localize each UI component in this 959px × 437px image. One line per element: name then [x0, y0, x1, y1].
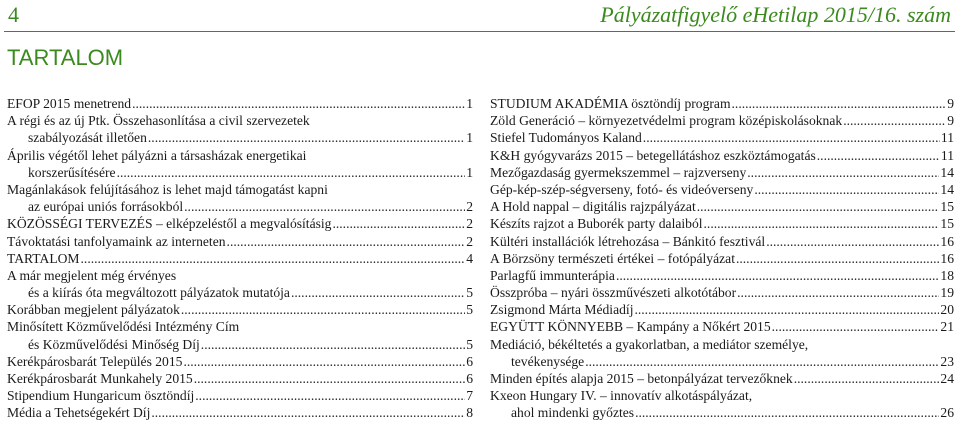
toc-page-number: 2 — [466, 199, 473, 215]
dot-leader — [181, 301, 465, 318]
dot-leader — [635, 404, 939, 421]
toc-entry[interactable] — [7, 370, 473, 387]
toc-entry-line: Magánlakások felújításához is lehet majd támogatást kapni — [7, 181, 328, 197]
dot-leader — [817, 147, 940, 164]
toc-entry-title: Stipendium Hungaricum ösztöndíj — [7, 388, 195, 404]
page-header — [0, 0, 959, 30]
toc-page-number: 19 — [940, 285, 954, 301]
toc-entry-title: korszerűsítésére — [28, 164, 116, 180]
dot-leader — [148, 129, 465, 146]
dot-leader — [195, 387, 465, 404]
dot-leader — [183, 353, 465, 370]
section-title: TARTALOM — [7, 45, 124, 70]
dot-leader — [843, 112, 946, 129]
dot-leader — [634, 301, 939, 318]
toc-entry-title: KÖZÖSSÉGI TERVEZÉS – elképzeléstől a megvalósításig — [7, 216, 332, 232]
toc-entry[interactable] — [490, 233, 954, 250]
dot-leader — [732, 95, 947, 112]
toc-entry-title: Készíts rajzot a Buborék party dalaiból — [490, 216, 703, 232]
toc-page-number: 9 — [947, 96, 954, 111]
dot-leader — [151, 404, 465, 421]
toc-entry-title: Korábban megjelent pályázatok — [7, 302, 180, 318]
toc-entry-title: Gép-kép-szép-ségverseny, fotó- és videóverseny — [490, 181, 754, 197]
toc-entry-title: EFOP 2015 menetrend — [7, 96, 132, 111]
toc-entry-title: K&H gyógyvarázs 2015 – betegellátáshoz eszköztámogatás — [490, 147, 816, 163]
toc-entry-title: Kerékpárosbarát Munkahely 2015 — [7, 371, 193, 386]
dot-leader — [194, 370, 465, 387]
toc-page-number: 21 — [940, 319, 954, 335]
dot-leader — [697, 198, 940, 215]
toc-entry-title: Minden építés alapja 2015 – betonpályázat tervezőknek — [490, 371, 793, 386]
toc-entry[interactable] — [490, 387, 954, 421]
toc-page-number: 15 — [940, 216, 954, 232]
toc-entry-title: A Börzsöny természeti értékei – fotópályázat — [490, 250, 735, 266]
dot-leader — [132, 95, 465, 112]
toc-page-number: 5 — [466, 302, 473, 318]
toc-entry[interactable] — [490, 336, 954, 370]
toc-entry[interactable] — [7, 404, 473, 421]
toc-page-number: 7 — [466, 388, 473, 404]
toc-entry[interactable] — [490, 112, 954, 129]
toc-entry[interactable] — [490, 250, 954, 267]
toc-entry-title: Stiefel Tudományos Kaland — [490, 130, 642, 146]
toc-entry[interactable] — [7, 112, 473, 146]
toc-entry-title: TARTALOM — [7, 250, 80, 266]
toc-entry[interactable] — [7, 267, 473, 301]
toc-entry[interactable] — [490, 318, 954, 335]
toc-entry[interactable] — [7, 233, 473, 250]
dot-leader — [754, 181, 939, 198]
toc-entry[interactable] — [7, 147, 473, 181]
toc-page-number: 20 — [940, 302, 954, 318]
toc-page-number: 23 — [940, 353, 954, 369]
toc-page-number: 5 — [466, 336, 473, 352]
toc-page-number: 24 — [940, 371, 954, 386]
page-number: 4 — [8, 2, 19, 27]
toc-entry-title: Távoktatási tanfolyamaink az interneten — [7, 233, 226, 249]
toc-page-number: 6 — [466, 353, 473, 369]
toc-entry[interactable] — [7, 353, 473, 370]
toc-entry[interactable] — [490, 370, 954, 387]
toc-page-number: 1 — [466, 130, 473, 146]
toc-entry[interactable] — [7, 215, 473, 232]
toc-page-number: 14 — [940, 181, 954, 197]
toc-entry[interactable] — [490, 267, 954, 284]
toc-entry-title: és Közművelődési Minőség Díj — [28, 336, 200, 352]
toc-entry-line: Minősített Közművelődési Intézmény Cím — [7, 319, 240, 335]
dot-leader — [585, 353, 939, 370]
toc-page-number: 1 — [466, 96, 473, 111]
toc-page-number: 11 — [940, 147, 954, 163]
toc-page-number: 5 — [466, 285, 473, 301]
toc-page-number: 26 — [940, 405, 954, 421]
toc-page-number: 2 — [466, 233, 473, 249]
toc-entry[interactable] — [490, 284, 954, 301]
toc-entry[interactable] — [7, 387, 473, 404]
dot-leader — [704, 215, 940, 232]
toc-entry[interactable] — [7, 301, 473, 318]
toc-entry[interactable] — [490, 215, 954, 232]
toc-entry-title: A Hold nappal – digitális rajzpályázat — [490, 199, 696, 215]
dot-leader — [227, 233, 466, 250]
toc-entry-title: Mezőgazdaság gyermekszemmel – rajzverseny — [490, 164, 747, 180]
dot-leader — [766, 233, 939, 250]
dot-leader — [794, 370, 940, 387]
toc-page-number: 2 — [466, 216, 473, 232]
toc-entry-title: EGYÜTT KÖNNYEBB – Kampány a Nőkért 2015 — [490, 319, 771, 335]
toc-entry-title: az európai uniós forrásokból — [28, 199, 184, 215]
toc-entry-title: tevékenysége — [511, 353, 585, 369]
toc-entry-title: Kerékpárosbarát Település 2015 — [7, 353, 183, 369]
toc-page-number: 4 — [466, 250, 473, 266]
dot-leader — [772, 318, 940, 335]
toc-page-number: 18 — [940, 267, 954, 283]
toc-page-number: 9 — [947, 113, 954, 129]
toc-entry[interactable] — [7, 250, 473, 267]
toc-page-number: 14 — [940, 164, 954, 180]
dot-leader — [747, 164, 939, 181]
toc-entry-title: ahol mindenki győztes — [511, 405, 635, 421]
toc-left-column — [7, 95, 473, 422]
toc-entry-line: Április végétől lehet pályázni a társasházak energetikai — [7, 147, 307, 163]
toc-entry-title: és a kiírás óta megváltozott pályázatok mutatója — [28, 285, 290, 301]
dot-leader — [643, 129, 940, 146]
toc-page-number: 8 — [466, 405, 473, 421]
dot-leader — [736, 250, 939, 267]
toc-entry[interactable] — [490, 129, 954, 146]
toc-page-number: 16 — [940, 250, 954, 266]
toc-entry-title: szabályozását illetően — [28, 130, 147, 146]
header-divider — [4, 31, 955, 32]
dot-leader — [81, 250, 466, 267]
toc-entry[interactable] — [490, 95, 954, 112]
toc-entry[interactable] — [490, 164, 954, 181]
dot-leader — [117, 164, 466, 181]
toc-page-number: 11 — [940, 130, 954, 146]
toc-page-number: 1 — [466, 164, 473, 180]
toc-entry-title: Zsigmond Márta Médiadíj — [490, 302, 634, 318]
toc-entry[interactable] — [7, 95, 473, 112]
toc-entry-title: Kültéri installációk létrehozása – Bánkitó fesztivál — [490, 233, 766, 249]
dot-leader — [291, 284, 465, 301]
dot-leader — [184, 198, 465, 215]
dot-leader — [616, 267, 939, 284]
toc-entry[interactable] — [490, 147, 954, 164]
publication-title: Pályázatfigyelő eHetilap 2015/16. szám — [600, 2, 951, 27]
toc-page-number: 16 — [940, 233, 954, 249]
dot-leader — [201, 336, 465, 353]
toc-entry-title: Zöld Generáció – környezetvédelmi program középiskolásoknak — [490, 113, 843, 129]
toc-entry[interactable] — [490, 301, 954, 318]
toc-entry-title: Összpróba – nyári összművészeti alkotótábor — [490, 285, 737, 301]
toc-entry-title: STUDIUM AKADÉMIA ösztöndíj program — [490, 96, 731, 111]
toc-entry-title: Média a Tehetségekért Díj — [7, 405, 151, 421]
toc-entry-title: Parlagfű immunterápia — [490, 267, 615, 283]
toc-page-number: 15 — [940, 199, 954, 215]
dot-leader — [332, 215, 465, 232]
toc-entry[interactable] — [490, 198, 954, 215]
toc-entry-line: A már megjelent még érvényes — [7, 267, 177, 283]
toc-entry[interactable] — [7, 181, 473, 215]
toc-entry[interactable] — [490, 181, 954, 198]
toc-entry[interactable] — [7, 318, 473, 352]
toc-entry-line: A régi és az új Ptk. Összehasonlítása a civil szervezetek — [7, 113, 310, 129]
dot-leader — [737, 284, 939, 301]
toc-right-column — [490, 95, 954, 422]
toc-entry-line: Mediáció, békéltetés a gyakorlatban, a mediátor személye, — [490, 336, 809, 352]
toc-entry-line: Kxeon Hungary IV. – innovatív alkotáspályázat, — [490, 388, 753, 404]
toc-page-number: 6 — [466, 371, 473, 386]
